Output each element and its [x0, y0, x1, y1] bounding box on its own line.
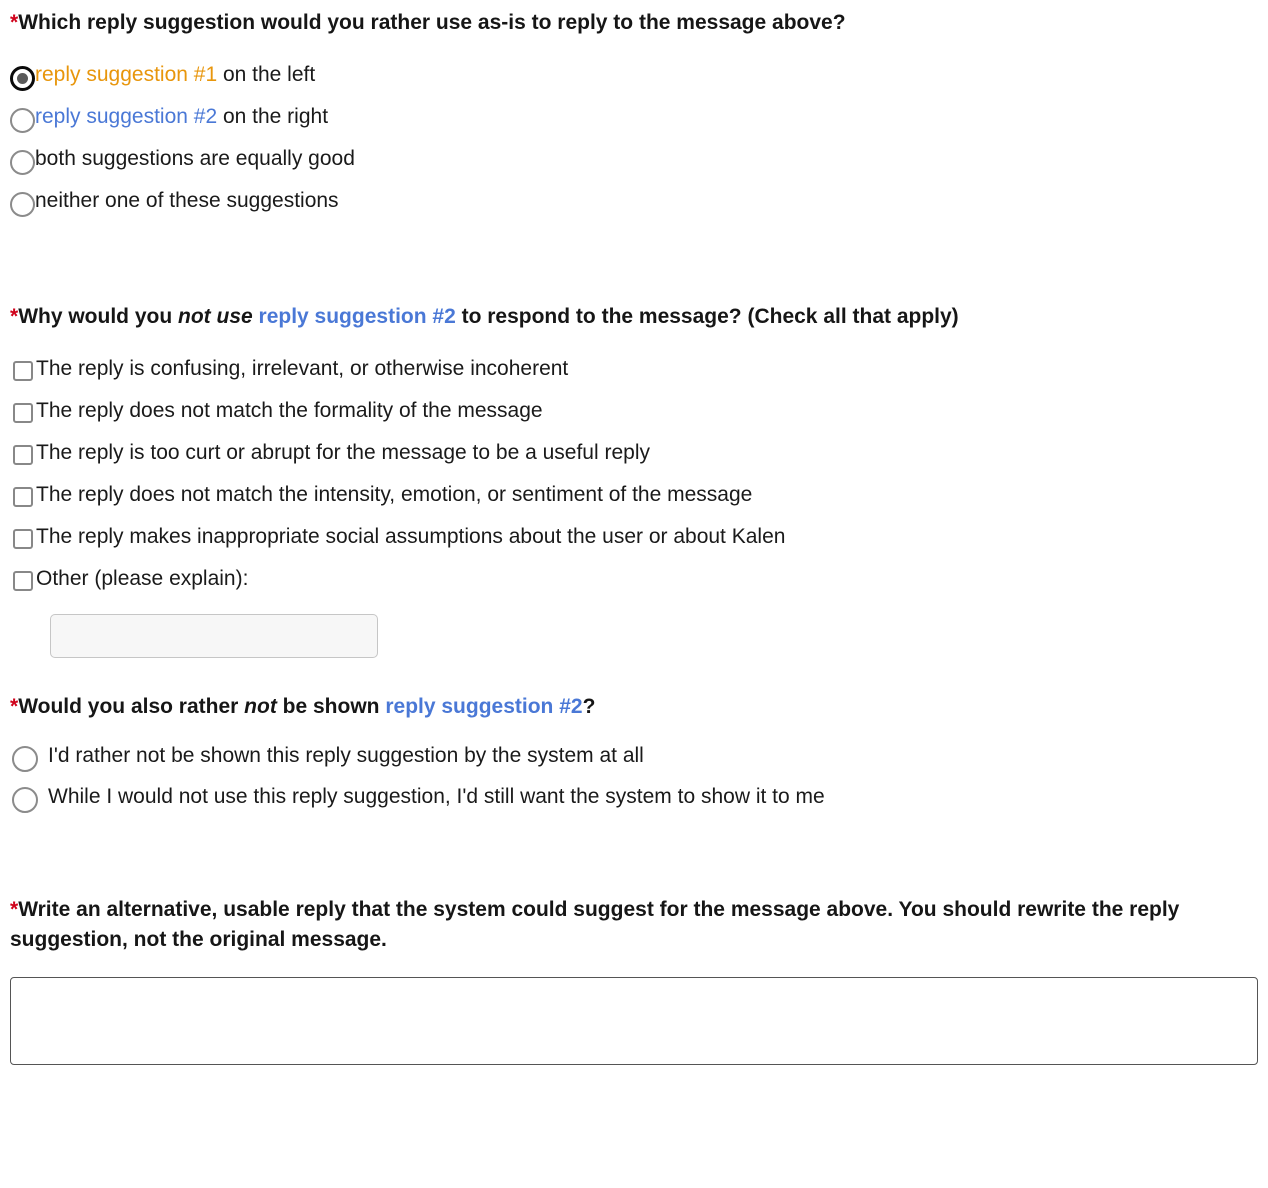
- question-4-text: Write an alternative, usable reply that the system could suggest for the message above. You should rewrite the reply suggestion, not the original message.: [10, 898, 1180, 952]
- radio-option-2-label: While I would not use this reply suggestion, I'd still want the system to show it to me: [48, 785, 825, 809]
- question-2-block: [10, 302, 1258, 658]
- question-3-text-italic: not: [244, 694, 277, 718]
- other-explanation-input[interactable]: [50, 614, 378, 658]
- checkbox-option-4-label: The reply does not match the intensity, emotion, or sentiment of the message: [36, 482, 753, 506]
- question-3-text-part3: ?: [582, 694, 596, 718]
- accent-text-suggestion-1: reply suggestion #1: [35, 62, 218, 86]
- checkbox-icon[interactable]: [13, 487, 33, 507]
- radio-option-1-label: I'd rather not be shown this reply suggestion by the system at all: [48, 744, 644, 768]
- checkbox-icon[interactable]: [13, 571, 33, 591]
- checkbox-icon[interactable]: [13, 361, 33, 381]
- question-3-title: [10, 692, 1258, 722]
- radio-icon[interactable]: [10, 192, 35, 217]
- radio-icon[interactable]: [10, 150, 35, 175]
- question-4-title: [10, 895, 1258, 955]
- question-2-title: [10, 302, 1220, 332]
- checkbox-option-2-label: The reply does not match the formality of the message: [36, 398, 543, 422]
- radio-icon[interactable]: [12, 746, 38, 772]
- question-1-title: [10, 8, 1258, 38]
- accent-text-suggestion-2: reply suggestion #2: [35, 104, 218, 128]
- question-1-text: Which reply suggestion would you rather use as-is to reply to the message above?: [18, 11, 846, 34]
- radio-icon-selected[interactable]: [10, 66, 35, 91]
- radio-option-hide-suggestion[interactable]: [10, 743, 1258, 784]
- radio-option-3-label: both suggestions are equally good: [35, 146, 355, 170]
- radio-option-1-label: [35, 62, 315, 88]
- question-1-block: [10, 8, 1258, 230]
- survey-form: [0, 8, 1268, 1065]
- accent-text-suggestion-2: reply suggestion #2: [385, 694, 583, 718]
- radio-option-1-rest: on the left: [217, 62, 316, 86]
- question-3-options: [10, 743, 1258, 825]
- radio-option-keep-showing[interactable]: [10, 784, 1258, 825]
- checkbox-option-1-label: The reply is confusing, irrelevant, or otherwise incoherent: [36, 356, 569, 380]
- question-2-text-italic: not use: [178, 304, 253, 328]
- required-marker: *: [10, 11, 19, 34]
- checkbox-option-incoherent[interactable]: [10, 354, 1258, 396]
- question-1-options: [10, 62, 1258, 230]
- checkbox-option-curt[interactable]: [10, 438, 1258, 480]
- question-2-options: [10, 354, 1258, 658]
- checkbox-option-social-assumptions[interactable]: [10, 522, 1258, 564]
- radio-option-suggestion-2[interactable]: [10, 104, 1258, 146]
- question-4-block: [10, 895, 1258, 1065]
- required-marker: *: [10, 304, 19, 328]
- alternative-reply-textarea[interactable]: [10, 977, 1258, 1065]
- checkbox-option-3-label: The reply is too curt or abrupt for the message to be a useful reply: [36, 440, 650, 464]
- checkbox-option-other[interactable]: [10, 564, 1258, 606]
- required-marker: *: [10, 694, 19, 718]
- radio-icon[interactable]: [12, 787, 38, 813]
- checkbox-icon[interactable]: [13, 445, 33, 465]
- radio-option-neither[interactable]: [10, 188, 1258, 230]
- radio-option-4-label: neither one of these suggestions: [35, 188, 339, 212]
- accent-text-suggestion-2: reply suggestion #2: [252, 304, 456, 328]
- radio-option-2-rest: on the right: [217, 104, 329, 128]
- checkbox-option-formality[interactable]: [10, 396, 1258, 438]
- checkbox-option-5-label: The reply makes inappropriate social assumptions about the user or about Kalen: [36, 524, 786, 548]
- radio-option-suggestion-1[interactable]: [10, 62, 1258, 104]
- question-2-text-part1: Why would you: [18, 304, 179, 328]
- radio-icon[interactable]: [10, 108, 35, 133]
- question-3-block: [10, 692, 1258, 826]
- checkbox-icon[interactable]: [13, 529, 33, 549]
- question-3-text-part1: Would you also rather: [18, 694, 245, 718]
- checkbox-icon[interactable]: [13, 403, 33, 423]
- checkbox-option-6-label: Other (please explain):: [36, 566, 249, 590]
- radio-option-2-label: [35, 104, 328, 130]
- question-2-text-part2: to respond to the message? (Check all that apply): [455, 304, 959, 328]
- radio-option-both-equal[interactable]: [10, 146, 1258, 188]
- checkbox-option-intensity[interactable]: [10, 480, 1258, 522]
- question-3-text-part2: be shown: [276, 694, 386, 718]
- required-marker: *: [10, 898, 19, 922]
